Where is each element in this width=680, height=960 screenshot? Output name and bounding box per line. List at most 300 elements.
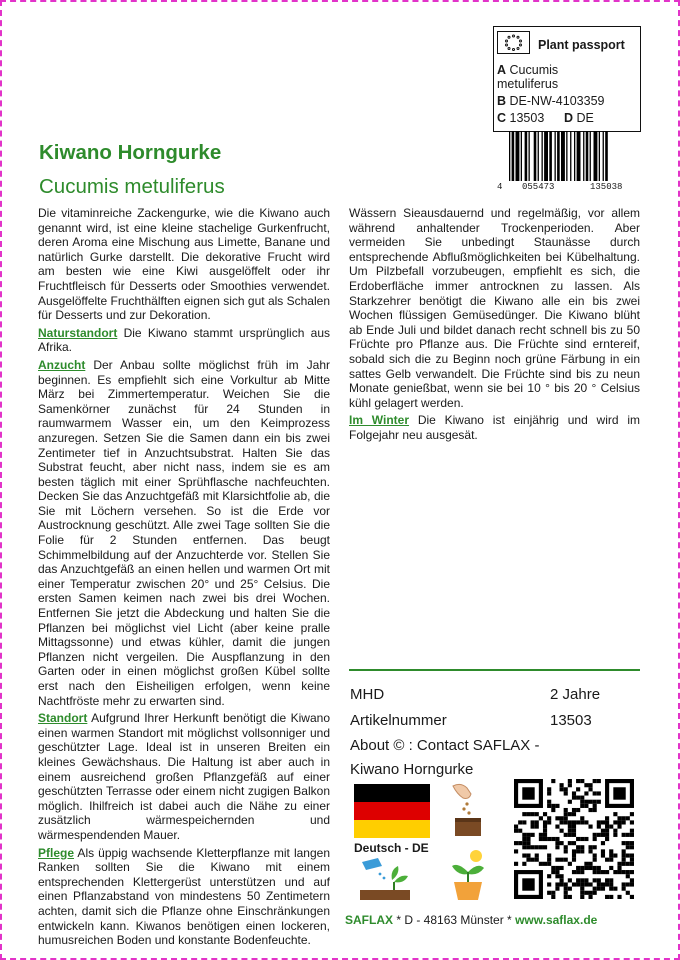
qr-module (522, 845, 526, 849)
qr-module (535, 825, 539, 829)
qr-module (555, 870, 559, 874)
qr-module (597, 833, 601, 837)
qr-module (543, 833, 547, 837)
qr-module (531, 820, 535, 824)
qr-module (564, 816, 568, 820)
qr-module (551, 870, 555, 874)
qr-module (588, 783, 592, 787)
qr-module (588, 882, 592, 886)
qr-module (601, 820, 605, 824)
qr-module (584, 862, 588, 866)
qr-module (593, 800, 597, 804)
qr-module (622, 816, 626, 820)
qr-module (522, 853, 526, 857)
qr-module (584, 866, 588, 870)
qr-module (543, 825, 547, 829)
qr-module (605, 870, 609, 874)
qr-module (547, 804, 551, 808)
qr-module (601, 887, 605, 891)
about-line-2: Kiwano Horngurke (350, 761, 474, 778)
qr-module (593, 878, 597, 882)
barcode-bar (577, 131, 581, 181)
barcode-bar (566, 131, 567, 181)
qr-module (593, 804, 597, 808)
qr-module (609, 825, 613, 829)
qr-module (576, 878, 580, 882)
barcode-bar (574, 131, 575, 181)
qr-module (568, 862, 572, 866)
barcode-icon (507, 131, 639, 181)
qr-module (568, 825, 572, 829)
qr-module (613, 820, 617, 824)
qr-module (609, 882, 613, 886)
barcode-bar (586, 131, 589, 181)
qr-module (593, 853, 597, 857)
passport-line-d: D DE (564, 111, 594, 125)
mhd-label: MHD (350, 686, 385, 703)
qr-module (555, 841, 559, 845)
watering-seedling-icon (356, 852, 414, 902)
qr-module (580, 804, 584, 808)
qr-module (626, 882, 630, 886)
passport-line-a2: metuliferus (497, 77, 559, 91)
qr-module (518, 841, 522, 845)
qr-module (588, 800, 592, 804)
qr-module (526, 845, 530, 849)
qr-module (531, 825, 535, 829)
qr-module (531, 833, 535, 837)
qr-module (601, 833, 605, 837)
qr-module (568, 812, 572, 816)
qr-module (568, 878, 572, 882)
qr-module (576, 779, 580, 783)
qr-module (551, 808, 555, 812)
qr-module (572, 820, 576, 824)
qr-module (609, 895, 613, 899)
qr-module (522, 862, 526, 866)
qr-module (597, 878, 601, 882)
qr-module (622, 841, 626, 845)
qr-module (580, 895, 584, 899)
qr-module (622, 862, 626, 866)
qr-module (576, 808, 580, 812)
qr-module (580, 849, 584, 853)
qr-module (630, 858, 634, 862)
article-number-label: Artikelnummer (350, 712, 447, 729)
qr-module (630, 833, 634, 837)
qr-module (601, 849, 605, 853)
qr-module (564, 845, 568, 849)
qr-module (555, 866, 559, 870)
qr-module (593, 845, 597, 849)
qr-module (605, 820, 609, 824)
qr-module (613, 870, 617, 874)
qr-module (572, 825, 576, 829)
qr-module (526, 837, 530, 841)
anzucht-paragraph (38, 358, 330, 708)
qr-module (605, 816, 609, 820)
qr-module (601, 853, 605, 857)
german-flag-icon (354, 784, 430, 838)
qr-module (630, 845, 634, 849)
qr-module (588, 849, 592, 853)
footer-address: * D - 48163 Münster * (393, 913, 516, 927)
potted-plant-icon (446, 846, 490, 902)
right-continuation-paragraph: Wässern Sieausdauernd und regelmäßig, vor allem während anhaltender Trockenperioden. Aber vermeiden Sie unbedingt Staunässe durch entsprechende Abflußmöglichkeiten bei Kübelhaltung. Um Pilzbefall vorzubeugen, empfiehlt es sich, die Erdoberfläche immer antrocknen zu lassen. Als Starkzehrer benötigt die Kiwano alle ein bis zwei Wochen flüssigen Gemüsedünger. Die Kiwano blüht ab Ende Juli und bildet danach recht schnell bis zu 50 Früchte pro Pflanze aus. Die Früchte sind erntereif, sobald sich die zu Beginn noch grüne Färbung in ein sattes Gelb verwandelt. Die Früchte sind bis zu neun Monate genießbat, wenn sie bei 10 ° bis 20 ° Celsius kühl gelagert werden. (349, 206, 640, 410)
qr-module (568, 887, 572, 891)
qr-module (601, 870, 605, 874)
passport-line-c: C 13503 (497, 111, 545, 125)
qr-module (564, 891, 568, 895)
qr-module (560, 787, 564, 791)
qr-module (518, 820, 522, 824)
qr-module (584, 820, 588, 824)
qr-module (630, 895, 634, 899)
qr-module (539, 845, 543, 849)
qr-module (539, 833, 543, 837)
qr-module (555, 837, 559, 841)
qr-module (617, 870, 621, 874)
qr-module (630, 841, 634, 845)
qr-module (580, 816, 584, 820)
naturstandort-paragraph (38, 326, 330, 355)
qr-module (535, 853, 539, 857)
qr-module (630, 812, 634, 816)
qr-module (564, 791, 568, 795)
qr-module (560, 820, 564, 824)
qr-module (560, 816, 564, 820)
standort-label: Standort (38, 711, 88, 726)
qr-module (568, 829, 572, 833)
qr-module (526, 853, 530, 857)
qr-module (605, 829, 609, 833)
qr-module (593, 833, 597, 837)
article-number-value: 13503 (550, 712, 592, 729)
left-column (38, 206, 330, 951)
qr-module (580, 870, 584, 874)
qr-module (584, 878, 588, 882)
qr-module (535, 812, 539, 816)
qr-module (580, 800, 584, 804)
qr-module (622, 858, 626, 862)
qr-finder-module (613, 787, 625, 799)
qr-module (617, 820, 621, 824)
qr-module (560, 874, 564, 878)
qr-module (605, 882, 609, 886)
barcode-bar (542, 131, 543, 181)
qr-module (580, 887, 584, 891)
qr-module (555, 825, 559, 829)
passport-title: Plant passport (538, 38, 625, 52)
qr-module (560, 783, 564, 787)
qr-module (535, 820, 539, 824)
qr-module (555, 882, 559, 886)
qr-module (576, 845, 580, 849)
winter-text: Die Kiwano ist einjährig und wird im Folgejahr neu ausgesät. (349, 413, 641, 442)
qr-module (576, 820, 580, 824)
qr-module (580, 891, 584, 895)
qr-module (551, 779, 555, 783)
qr-module (593, 791, 597, 795)
qr-module (626, 862, 630, 866)
qr-module (572, 808, 576, 812)
qr-module (572, 882, 576, 886)
qr-code-icon[interactable] (514, 779, 634, 899)
barcode-bar (583, 131, 584, 181)
qr-module (630, 862, 634, 866)
qr-module (547, 882, 551, 886)
qr-module (584, 800, 588, 804)
standort-text: Aufgrund Ihrer Herkunft benötigt die Kiwano einen warmen Standort mit möglichst vollsonniger und geschützter Lage. Ideal ist in unseren Breiten ein kleines Gewächshaus. Die Haltung ist aber auch in einem ausreichend großen Pflanzgefäß auf einer geschützten Terrasse oder einem nicht zugigen Balkon möglich. Ihilfreich ist dabei auch die Nähe zu einer zusätzlich wärmespeichernden und wärmespendenden Mauer. (38, 711, 330, 842)
qr-module (576, 866, 580, 870)
barcode-bar (525, 131, 528, 181)
pflege-label: Pflege (38, 845, 75, 860)
passport-line-b: B DE-NW-4103359 (497, 94, 605, 108)
qr-module (593, 891, 597, 895)
qr-module (580, 878, 584, 882)
qr-module (597, 887, 601, 891)
plant-passport (493, 26, 641, 132)
qr-module (576, 796, 580, 800)
qr-module (609, 866, 613, 870)
qr-module (564, 833, 568, 837)
naturstandort-label: Naturstandort (38, 325, 118, 340)
qr-module (580, 779, 584, 783)
barcode-digits-3: 135038 (590, 182, 623, 192)
qr-module (568, 783, 572, 787)
qr-module (622, 853, 626, 857)
qr-module (531, 812, 535, 816)
qr-module (568, 895, 572, 899)
qr-module (605, 825, 609, 829)
qr-module (626, 833, 630, 837)
qr-module (605, 837, 609, 841)
qr-module (547, 891, 551, 895)
qr-module (560, 858, 564, 862)
standort-paragraph (38, 711, 330, 842)
qr-module (593, 887, 597, 891)
qr-module (564, 887, 568, 891)
qr-module (522, 812, 526, 816)
qr-module (609, 858, 613, 862)
qr-module (626, 853, 630, 857)
qr-module (613, 812, 617, 816)
qr-module (547, 820, 551, 824)
qr-module (572, 849, 576, 853)
qr-module (584, 882, 588, 886)
qr-module (588, 866, 592, 870)
passport-line-a: A Cucumis (497, 63, 559, 77)
pflege-paragraph (38, 846, 330, 948)
qr-module (613, 833, 617, 837)
qr-module (572, 841, 576, 845)
qr-module (564, 858, 568, 862)
qr-module (547, 837, 551, 841)
qr-module (543, 862, 547, 866)
qr-module (576, 837, 580, 841)
qr-module (626, 845, 630, 849)
qr-module (617, 895, 621, 899)
barcode-bar (516, 131, 520, 181)
qr-module (560, 882, 564, 886)
qr-module (547, 816, 551, 820)
qr-module (518, 829, 522, 833)
qr-module (593, 866, 597, 870)
qr-module (617, 866, 621, 870)
qr-module (605, 858, 609, 862)
qr-module (547, 791, 551, 795)
qr-module (622, 887, 626, 891)
qr-module (547, 800, 551, 804)
barcode-bar (557, 131, 560, 181)
qr-module (626, 816, 630, 820)
qr-module (547, 858, 551, 862)
footer-url[interactable]: www.saflax.de (515, 913, 598, 927)
qr-module (535, 858, 539, 862)
qr-module (605, 895, 609, 899)
qr-module (626, 891, 630, 895)
qr-module (531, 845, 535, 849)
qr-module (555, 816, 559, 820)
qr-module (576, 882, 580, 886)
qr-module (613, 853, 617, 857)
qr-module (580, 866, 584, 870)
qr-module (572, 853, 576, 857)
qr-module (609, 878, 613, 882)
qr-module (555, 804, 559, 808)
qr-module (597, 866, 601, 870)
qr-module (597, 800, 601, 804)
qr-module (543, 845, 547, 849)
anzucht-text: Der Anbau sollte möglichst früh im Jahr beginnen. Es empfiehlt sich eine Vorkultur ab Mitte März bei Zimmertemperatur. Weichen Sie die Samenkörner zunächst für 24 Stunden in raumwarmem Wasser ein, um den Keimprozess anzuregen. Setzen Sie die Samen dann ein bis zwei Zentimeter tief in Anzuchtsubstrat. Halten Sie das Substrat feucht, aber nicht nass, indem sie es am besten täglich mit einer Sprühflasche nachfeuchten. Decken Sie das Anzuchtgefäß mit Klarsichtfolie ab, die Sie mit Löchern versehen. So ist die Erde vor Austrocknung geschützt. Alle zwei Tage sollten Sie die Folie für 2 Stunden entfernen. Das beugt Schimmelbildung auf der Anzuchterde vor. Stellen Sie das Anzuchtgefäß an einen hellen und warmen Ort mit einer Temperatur zwischen 20° und 25° Celsius. Die ersten Samen keimen nach zwei bis drei Wochen. Entfernen Sie jetzt die Abdeckung und halten Sie die Pflanzen bei möglichst viel Licht (aber keine pralle Mittagssonne) und etwas kühler, damit die jungen Pflanzen nicht vergeilen. Die Auspflanzung in den Garten oder in einen möglichst großen Kübel sollte erst nach den Eisheiligen erfolgen, wenn keine Nachtfröste mehr zu erwarten sind. (38, 357, 330, 708)
qr-finder-module (522, 787, 534, 799)
qr-module (514, 849, 518, 853)
footer-line (345, 913, 597, 927)
qr-module (601, 829, 605, 833)
qr-module (547, 862, 551, 866)
qr-module (572, 829, 576, 833)
qr-module (547, 853, 551, 857)
qr-module (551, 837, 555, 841)
qr-module (531, 858, 535, 862)
qr-module (572, 833, 576, 837)
qr-module (617, 862, 621, 866)
qr-module (555, 874, 559, 878)
qr-module (560, 866, 564, 870)
qr-module (609, 887, 613, 891)
anzucht-label: Anzucht (38, 357, 86, 372)
qr-module (617, 816, 621, 820)
product-title: Kiwano Horngurke (39, 141, 222, 164)
qr-module (551, 895, 555, 899)
qr-module (564, 895, 568, 899)
qr-module (630, 853, 634, 857)
qr-module (522, 833, 526, 837)
footer-brand: SAFLAX (345, 913, 393, 927)
qr-module (630, 878, 634, 882)
qr-module (576, 849, 580, 853)
qr-module (568, 820, 572, 824)
qr-module (535, 845, 539, 849)
qr-module (613, 887, 617, 891)
qr-module (593, 779, 597, 783)
qr-module (588, 825, 592, 829)
sowing-seeds-icon (447, 780, 487, 840)
barcode-bar (555, 131, 556, 181)
qr-module (597, 882, 601, 886)
qr-module (630, 870, 634, 874)
qr-module (576, 870, 580, 874)
winter-label: Im Winter (349, 413, 410, 428)
qr-module (564, 882, 568, 886)
qr-module (597, 870, 601, 874)
qr-module (564, 849, 568, 853)
qr-module (522, 837, 526, 841)
barcode-bar (529, 131, 530, 181)
barcode-bar (594, 131, 598, 181)
about-line-1: About © : Contact SAFLAX - (350, 737, 540, 754)
qr-module (526, 812, 530, 816)
qr-module (597, 825, 601, 829)
qr-module (588, 845, 592, 849)
barcode-bar (599, 131, 600, 181)
barcode-bar (605, 131, 608, 181)
flag-caption: Deutsch - DE (354, 841, 429, 855)
qr-module (584, 791, 588, 795)
qr-module (605, 878, 609, 882)
barcode-bar (544, 131, 548, 181)
qr-module (630, 820, 634, 824)
qr-module (609, 849, 613, 853)
qr-module (564, 808, 568, 812)
qr-module (572, 791, 576, 795)
qr-module (622, 849, 626, 853)
qr-module (568, 841, 572, 845)
qr-module (572, 796, 576, 800)
qr-module (526, 833, 530, 837)
naturstandort-text: Die Kiwano stammt ursprünglich aus Afrika. (38, 325, 330, 355)
barcode-digits-2: 055473 (522, 182, 555, 192)
barcode-bar (534, 131, 537, 181)
eu-flag-icon (497, 31, 530, 54)
qr-module (597, 791, 601, 795)
qr-module (626, 841, 630, 845)
qr-module (547, 787, 551, 791)
qr-module (584, 837, 588, 841)
qr-module (626, 870, 630, 874)
qr-module (572, 870, 576, 874)
qr-module (622, 833, 626, 837)
qr-module (584, 804, 588, 808)
qr-module (543, 820, 547, 824)
qr-module (588, 787, 592, 791)
qr-module (576, 787, 580, 791)
qr-module (568, 800, 572, 804)
qr-module (622, 882, 626, 886)
barcode-bar (561, 131, 565, 181)
qr-module (593, 870, 597, 874)
qr-module (564, 820, 568, 824)
qr-module (593, 808, 597, 812)
qr-module (613, 829, 617, 833)
qr-module (601, 841, 605, 845)
qr-module (617, 825, 621, 829)
qr-module (622, 870, 626, 874)
qr-module (514, 825, 518, 829)
qr-module (551, 891, 555, 895)
mhd-value: 2 Jahre (550, 686, 601, 703)
barcode-bar (603, 131, 604, 181)
